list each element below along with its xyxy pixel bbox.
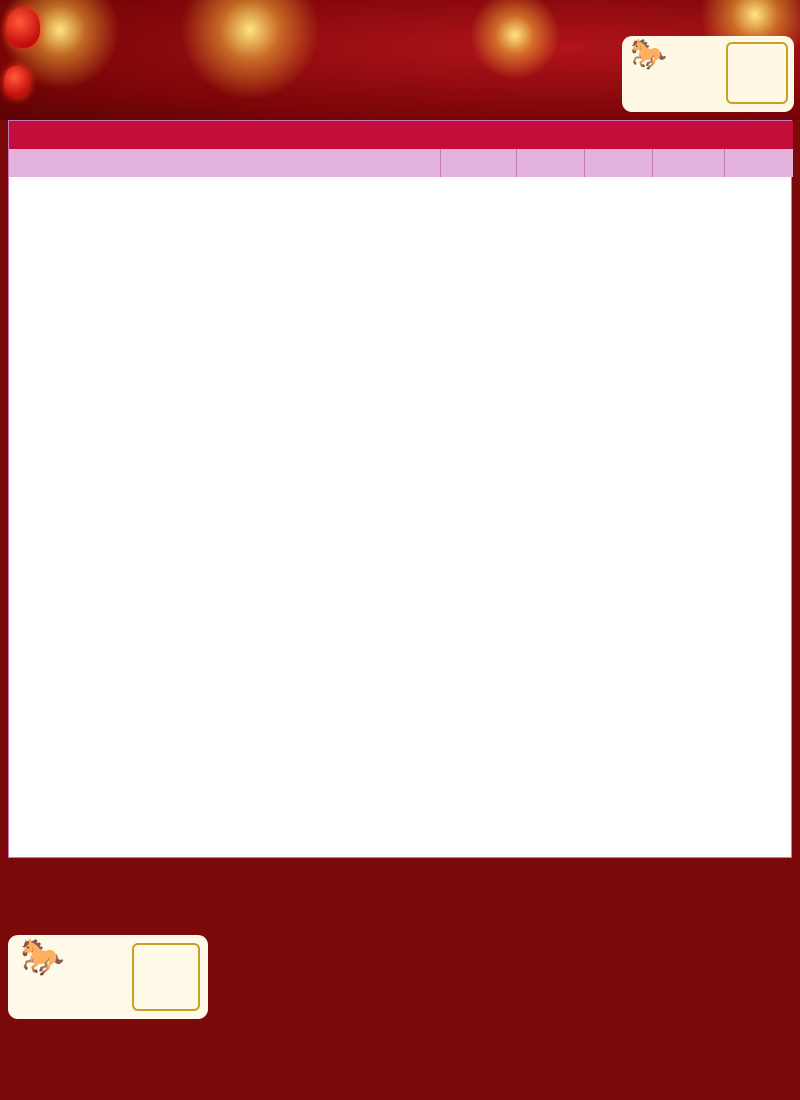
brand-name-cn [726,42,788,104]
firework-decoration [180,0,320,100]
column-header-deadline [585,149,653,177]
horse-icon: 🐎 [630,37,668,72]
firework-decoration [470,0,560,80]
footer [0,860,800,1100]
footer-brand-logo [8,935,208,1019]
brand-name-cn [132,943,200,1011]
column-header-route [9,149,441,177]
header-banner [0,0,800,120]
horse-icon: 🐎 [20,937,65,978]
table-header-row [9,149,793,177]
lantern-icon [6,8,40,48]
table-caption [9,121,793,149]
tour-schedule-table [8,120,792,858]
column-header-days [441,149,517,177]
lantern-icon [4,66,30,98]
column-header-direct-price [725,149,793,177]
column-header-depart [517,149,585,177]
brand-logo [622,36,794,112]
column-header-peer-price [653,149,725,177]
